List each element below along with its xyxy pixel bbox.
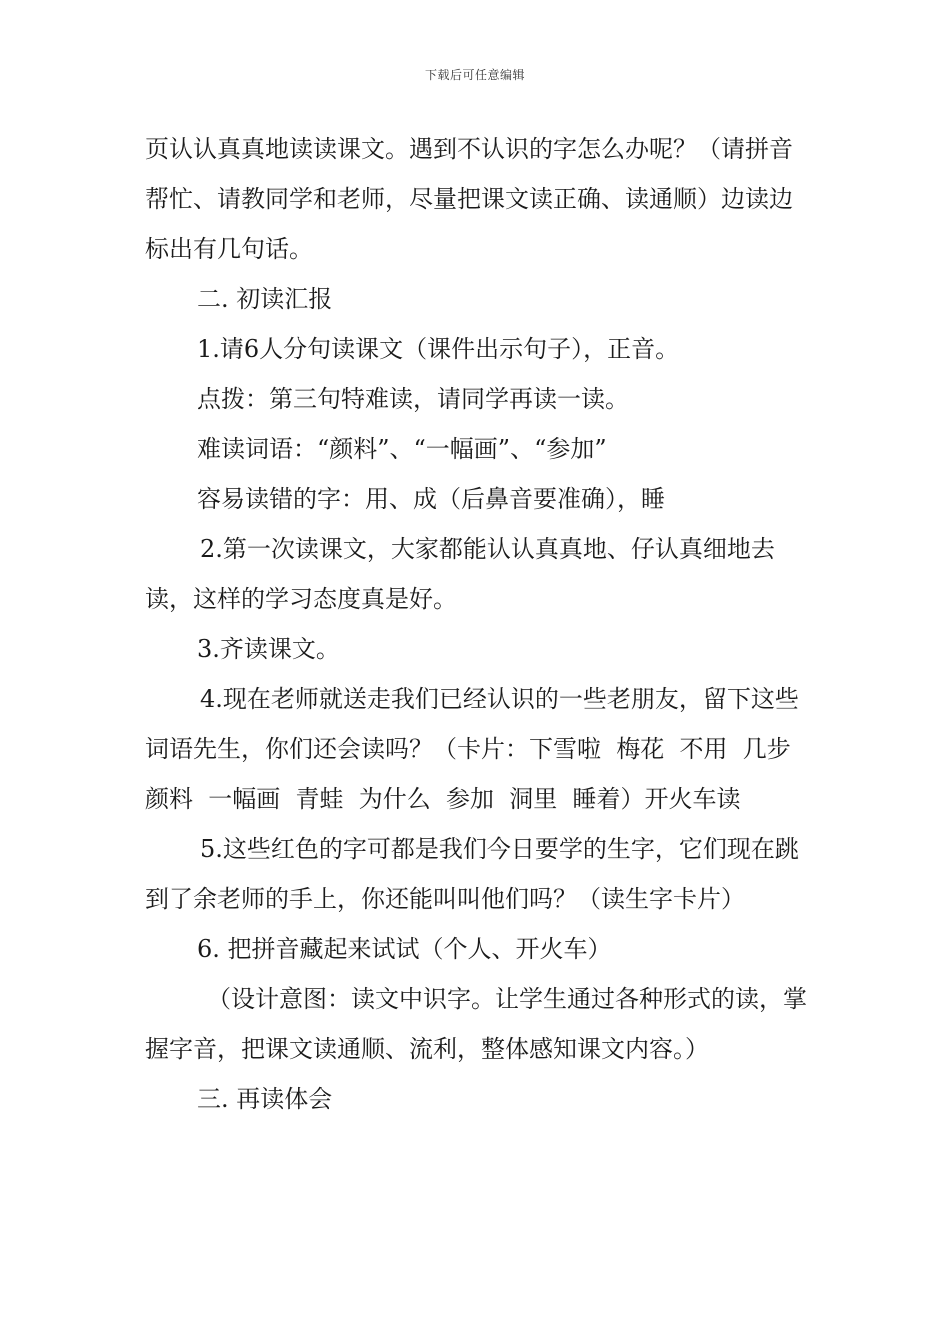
paragraph-hint: 点拨：第三句特难读，请同学再读一读。 [197, 385, 629, 413]
paragraph-easy-mistakes: 容易读错的字：用、成（后鼻音要准确），睡 [197, 485, 665, 513]
list-item-6: 6. 把拼音藏起来试试（个人、开火车） [197, 935, 612, 963]
paragraph-difficult-words: 难读词语：“颜料”、“一幅画”、“参加” [197, 435, 607, 463]
document-body [145, 124, 810, 1124]
list-item-2: 2.第一次读课文，大家都能认认真真地、仔认真细地去读，这样的学习态度真是好。 [145, 535, 775, 613]
list-item-3: 3.齐读课文。 [197, 635, 340, 663]
list-item-1: 1.请6人分句读课文（课件出示句子），正音。 [197, 335, 680, 363]
paragraph-design-intent: （设计意图：读文中识字。让学生通过各种形式的读，掌握字音，把课文读通顺、流利，整体感知课文内容。） [145, 985, 807, 1063]
section-heading-2: 二. 初读汇报 [197, 285, 333, 313]
section-heading-3: 三. 再读体会 [197, 1085, 333, 1113]
paragraph-reading-instructions: 页认认真真地读读课文。遇到不认识的字怎么办呢？（请拼音帮忙、请教同学和老师，尽量把课文读正确、读通顺）边读边标出有几句话。 [145, 135, 793, 263]
page-header: 下载后可任意编辑 [424, 68, 525, 82]
list-item-5: 5.这些红色的字可都是我们今日要学的生字，它们现在跳到了余老师的手上，你还能叫叫他们吗？（读生字卡片） [145, 835, 799, 913]
list-item-4: 4.现在老师就送走我们已经认识的一些老朋友，留下这些词语先生，你们还会读吗？（卡片：下雪啦 梅花 不用 几步 颜料 一幅画 青蛙 为什么 参加 洞里 睡着）开火车读 [145, 685, 807, 813]
